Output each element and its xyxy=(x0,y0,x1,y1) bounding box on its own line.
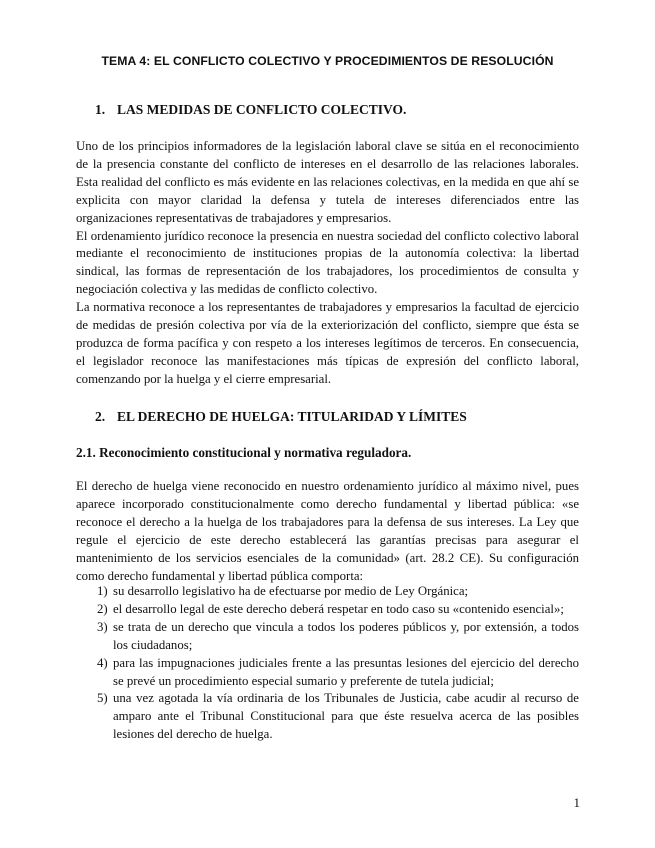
list-item-text: el desarrollo legal de este derecho deberá respetar en todo caso su «contenido esencial»; xyxy=(113,601,564,616)
section-2-heading xyxy=(95,409,467,425)
section-2-body xyxy=(76,478,579,585)
subsection-2-1-heading: 2.1. Reconocimiento constitucional y normativa reguladora. xyxy=(76,445,412,460)
list-item xyxy=(76,655,579,691)
section-1-body xyxy=(76,138,579,389)
list-item-number: 3) xyxy=(97,619,108,634)
paragraph: Uno de los principios informadores de la legislación laboral clave se sitúa en el reconocimiento de la presencia constante del conflicto de intereses en el desarrollo de las relaciones laborales. Esta realidad del conflicto es más evidente en las relaciones colectivas, en la medida en que ahí se explicita con mayor claridad la defensa y tutela de intereses diferenciados entre las organizaciones representativas de trabajadores y empresarios. xyxy=(76,139,579,225)
section-1-title: LAS MEDIDAS DE CONFLICTO COLECTIVO. xyxy=(117,102,407,117)
list-item-text: una vez agotada la vía ordinaria de los Tribunales de Justicia, cabe acudir al recurso de amparo ante el Tribunal Constitucional para que éste resuelva acerca de las posibles lesiones del derecho de huelga. xyxy=(113,691,579,742)
list-item xyxy=(76,601,579,619)
list-item-text: se trata de un derecho que vincula a todos los poderes públicos y, por extensión, a todos los ciudadanos; xyxy=(113,619,579,652)
list-item-text: su desarrollo legislativo ha de efectuarse por medio de Ley Orgánica; xyxy=(113,584,469,598)
list-item xyxy=(76,619,579,655)
page-number: 1 xyxy=(573,795,580,810)
list-item xyxy=(76,583,579,601)
section-1-number: 1. xyxy=(95,102,106,117)
list-item-number: 1) xyxy=(97,584,108,598)
paragraph: El derecho de huelga viene reconocido en nuestro ordenamiento jurídico al máximo nivel, pues aparece incorporado constitucionalmente como derecho fundamental y libertad pública: «se reconoce el derecho a la huelga de los trabajadores para la defensa de sus intereses. La Ley que regule el ejercicio de este derecho establecerá las garantías precisas para asegurar el mantenimiento de los servicios esenciales de la comunidad» (art. 28.2 CE). Su configuración como derecho fundamental y libertad pública comporta: xyxy=(76,479,579,583)
paragraph: La normativa reconoce a los representantes de trabajadores y empresarios la facultad de ejercicio de medidas de presión colectiva por vía de la exteriorización del conflicto, siempre que ésta se produzca de forma pacífica y con respeto a los intereses legítimos de terceros. En consecuencia, el legislador reconoce las manifestaciones más típicas de expresión del conflicto laboral, comenzando por la huelga y el cierre empresarial. xyxy=(76,300,579,386)
numbered-list xyxy=(76,583,579,744)
list-item-number: 5) xyxy=(97,691,108,706)
section-2-title: EL DERECHO DE HUELGA: TITULARIDAD Y LÍMITES xyxy=(117,409,467,424)
list-item-text: para las impugnaciones judiciales frente a las presuntas lesiones del ejercicio del derecho se prevé un procedimiento especial sumario y preferente de tutela judicial; xyxy=(113,655,579,688)
section-2-number: 2. xyxy=(95,409,106,424)
list-item-number: 2) xyxy=(97,601,108,616)
list-item-number: 4) xyxy=(97,655,108,670)
document-title: TEMA 4: EL CONFLICTO COLECTIVO Y PROCEDIMIENTOS DE RESOLUCIÓN xyxy=(101,54,554,68)
list-item xyxy=(76,690,579,744)
section-1-heading xyxy=(95,102,406,118)
paragraph: El ordenamiento jurídico reconoce la presencia en nuestra sociedad del conflicto colectivo laboral mediante el reconocimiento de instituciones propias de la autonomía colectiva: la libertad sindical, las formas de representación de los trabajadores, los procedimientos de consulta y negociación colectiva y las medidas de conflicto colectivo. xyxy=(76,228,579,297)
